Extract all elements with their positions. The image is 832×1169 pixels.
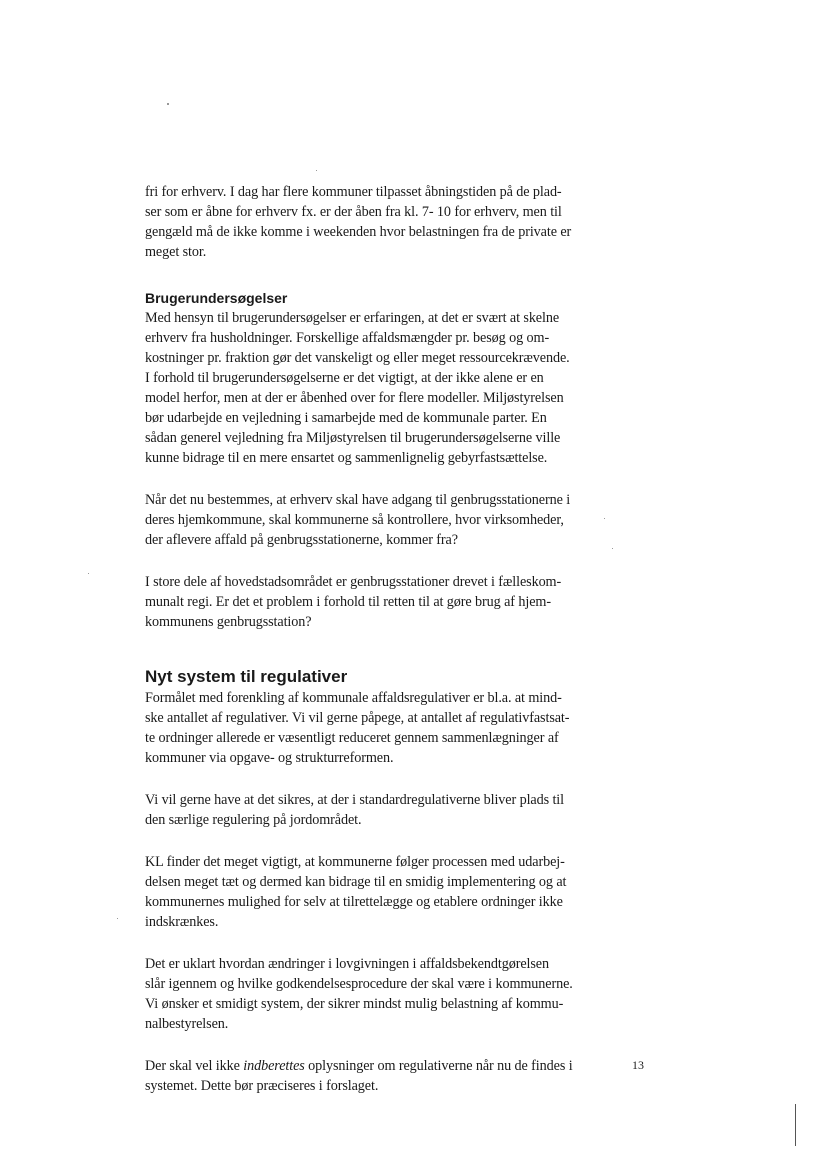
text-run: Der skal vel ikke — [145, 1058, 244, 1074]
text-line: I forhold til brugerundersøgelserne er det vigtigt, at der ikke alene er en — [145, 370, 544, 386]
spacer — [145, 632, 623, 666]
paragraph-kl — [145, 852, 623, 932]
text-line: slår igennem og hvilke godkendelsesprocedure der skal være i kommunerne. — [145, 976, 573, 992]
emphasis-indberettes: indberettes — [243, 1058, 305, 1074]
text-line: ske antallet af regulativer. Vi vil gerne påpege, at antallet af regulativfastsat- — [145, 710, 570, 726]
text-line: meget stor. — [145, 244, 207, 260]
page-number: 13 — [632, 1058, 644, 1072]
document-body — [145, 182, 623, 1096]
text-line: gengæld må de ikke komme i weekenden hvor belastningen fra de private er — [145, 224, 572, 240]
text-line: fri for erhverv. I dag har flere kommuner tilpasset åbningstiden på de plad- — [145, 184, 562, 200]
paragraph-hovedstad — [145, 572, 623, 632]
spacer — [145, 830, 623, 852]
text-line: nalbestyrelsen. — [145, 1016, 229, 1032]
text-line: kommuner via opgave- og strukturreformen. — [145, 750, 394, 766]
spacer — [145, 468, 623, 490]
paragraph-brugerundersoegelser — [145, 308, 623, 468]
paragraph-jord — [145, 790, 623, 830]
section-heading-nyt-system: Nyt system til regulativer — [145, 667, 348, 686]
text-line: der aflevere affald på genbrugsstationerne, kommer fra? — [145, 532, 458, 548]
text-line: sådan generel vejledning fra Miljøstyrelsen til brugerundersøgelserne ville — [145, 430, 561, 446]
text-line: ser som er åbne for erhverv fx. er der åben fra kl. 7- 10 for erhverv, men til — [145, 204, 562, 220]
spacer — [145, 932, 623, 954]
text-line: Det er uklart hvordan ændringer i lovgivningen i affaldsbekendtgørelsen — [145, 956, 549, 972]
spacer — [145, 1034, 623, 1056]
spacer — [145, 262, 623, 284]
text-line: kostninger pr. fraktion gør det vanskeligt og eller meget ressourcekrævende. — [145, 350, 570, 366]
paragraph-uklart — [145, 954, 623, 1034]
text-line: Når det nu bestemmes, at erhverv skal have adgang til genbrugsstationerne i — [145, 492, 571, 508]
spacer — [145, 550, 623, 572]
text-line: Vi ønsker et smidigt system, der sikrer mindst mulig belastning af kommu- — [145, 996, 564, 1012]
paragraph-intro — [145, 182, 623, 262]
scan-speck — [612, 548, 613, 549]
text-run: oplysninger om regulativerne når nu de findes i — [304, 1058, 573, 1074]
scan-speck — [117, 918, 118, 919]
text-line: model herfor, men at der er åbenhed over for flere modeller. Miljøstyrelsen — [145, 390, 564, 406]
text-line: Formålet med forenkling af kommunale affaldsregulativer er bl.a. at mind- — [145, 690, 562, 706]
text-line: den særlige regulering på jordområdet. — [145, 812, 362, 828]
text-line: kommunernes mulighed for selv at tilrettelægge og etablere ordninger ikke — [145, 894, 563, 910]
text-line: delsen meget tæt og dermed kan bidrage til en smidig implementering og at — [145, 874, 567, 890]
text-line — [145, 1056, 623, 1076]
spacer — [145, 768, 623, 790]
scan-speck — [167, 103, 169, 105]
paragraph-erhverv — [145, 490, 623, 550]
text-line: indskrænkes. — [145, 914, 219, 930]
section-heading-brugerundersoegelser: Brugerundersøgelser — [145, 290, 288, 306]
text-line: Vi vil gerne have at det sikres, at der i standardregulativerne bliver plads til — [145, 792, 564, 808]
text-line: deres hjemkommune, skal kommunerne så kontrollere, hvor virksomheder, — [145, 512, 564, 528]
text-line: bør udarbejde en vejledning i samarbejde med de kommunale parter. En — [145, 410, 547, 426]
text-line: erhverv fra husholdninger. Forskellige affaldsmængder pr. besøg og om- — [145, 330, 550, 346]
text-line: I store dele af hovedstadsområdet er genbrugsstationer drevet i fælleskom- — [145, 574, 562, 590]
scan-edge-mark — [795, 1104, 796, 1146]
scan-speck — [604, 518, 605, 519]
text-line: systemet. Dette bør præciseres i forslaget. — [145, 1078, 379, 1094]
text-line: munalt regi. Er det et problem i forhold til retten til at gøre brug af hjem- — [145, 594, 551, 610]
scan-speck — [316, 170, 317, 171]
scan-speck — [88, 573, 89, 574]
paragraph-indberettes — [145, 1056, 623, 1096]
text-line: kommunens genbrugsstation? — [145, 614, 312, 630]
text-line: KL finder det meget vigtigt, at kommunerne følger processen med udarbej- — [145, 854, 565, 870]
text-line: Med hensyn til brugerundersøgelser er erfaringen, at det er svært at skelne — [145, 310, 560, 326]
text-line: kunne bidrage til en mere ensartet og sammenlignelig gebyrfastsættelse. — [145, 450, 548, 466]
paragraph-formaal — [145, 688, 623, 768]
text-line: te ordninger allerede er væsentligt reduceret gennem sammenlægninger af — [145, 730, 559, 746]
